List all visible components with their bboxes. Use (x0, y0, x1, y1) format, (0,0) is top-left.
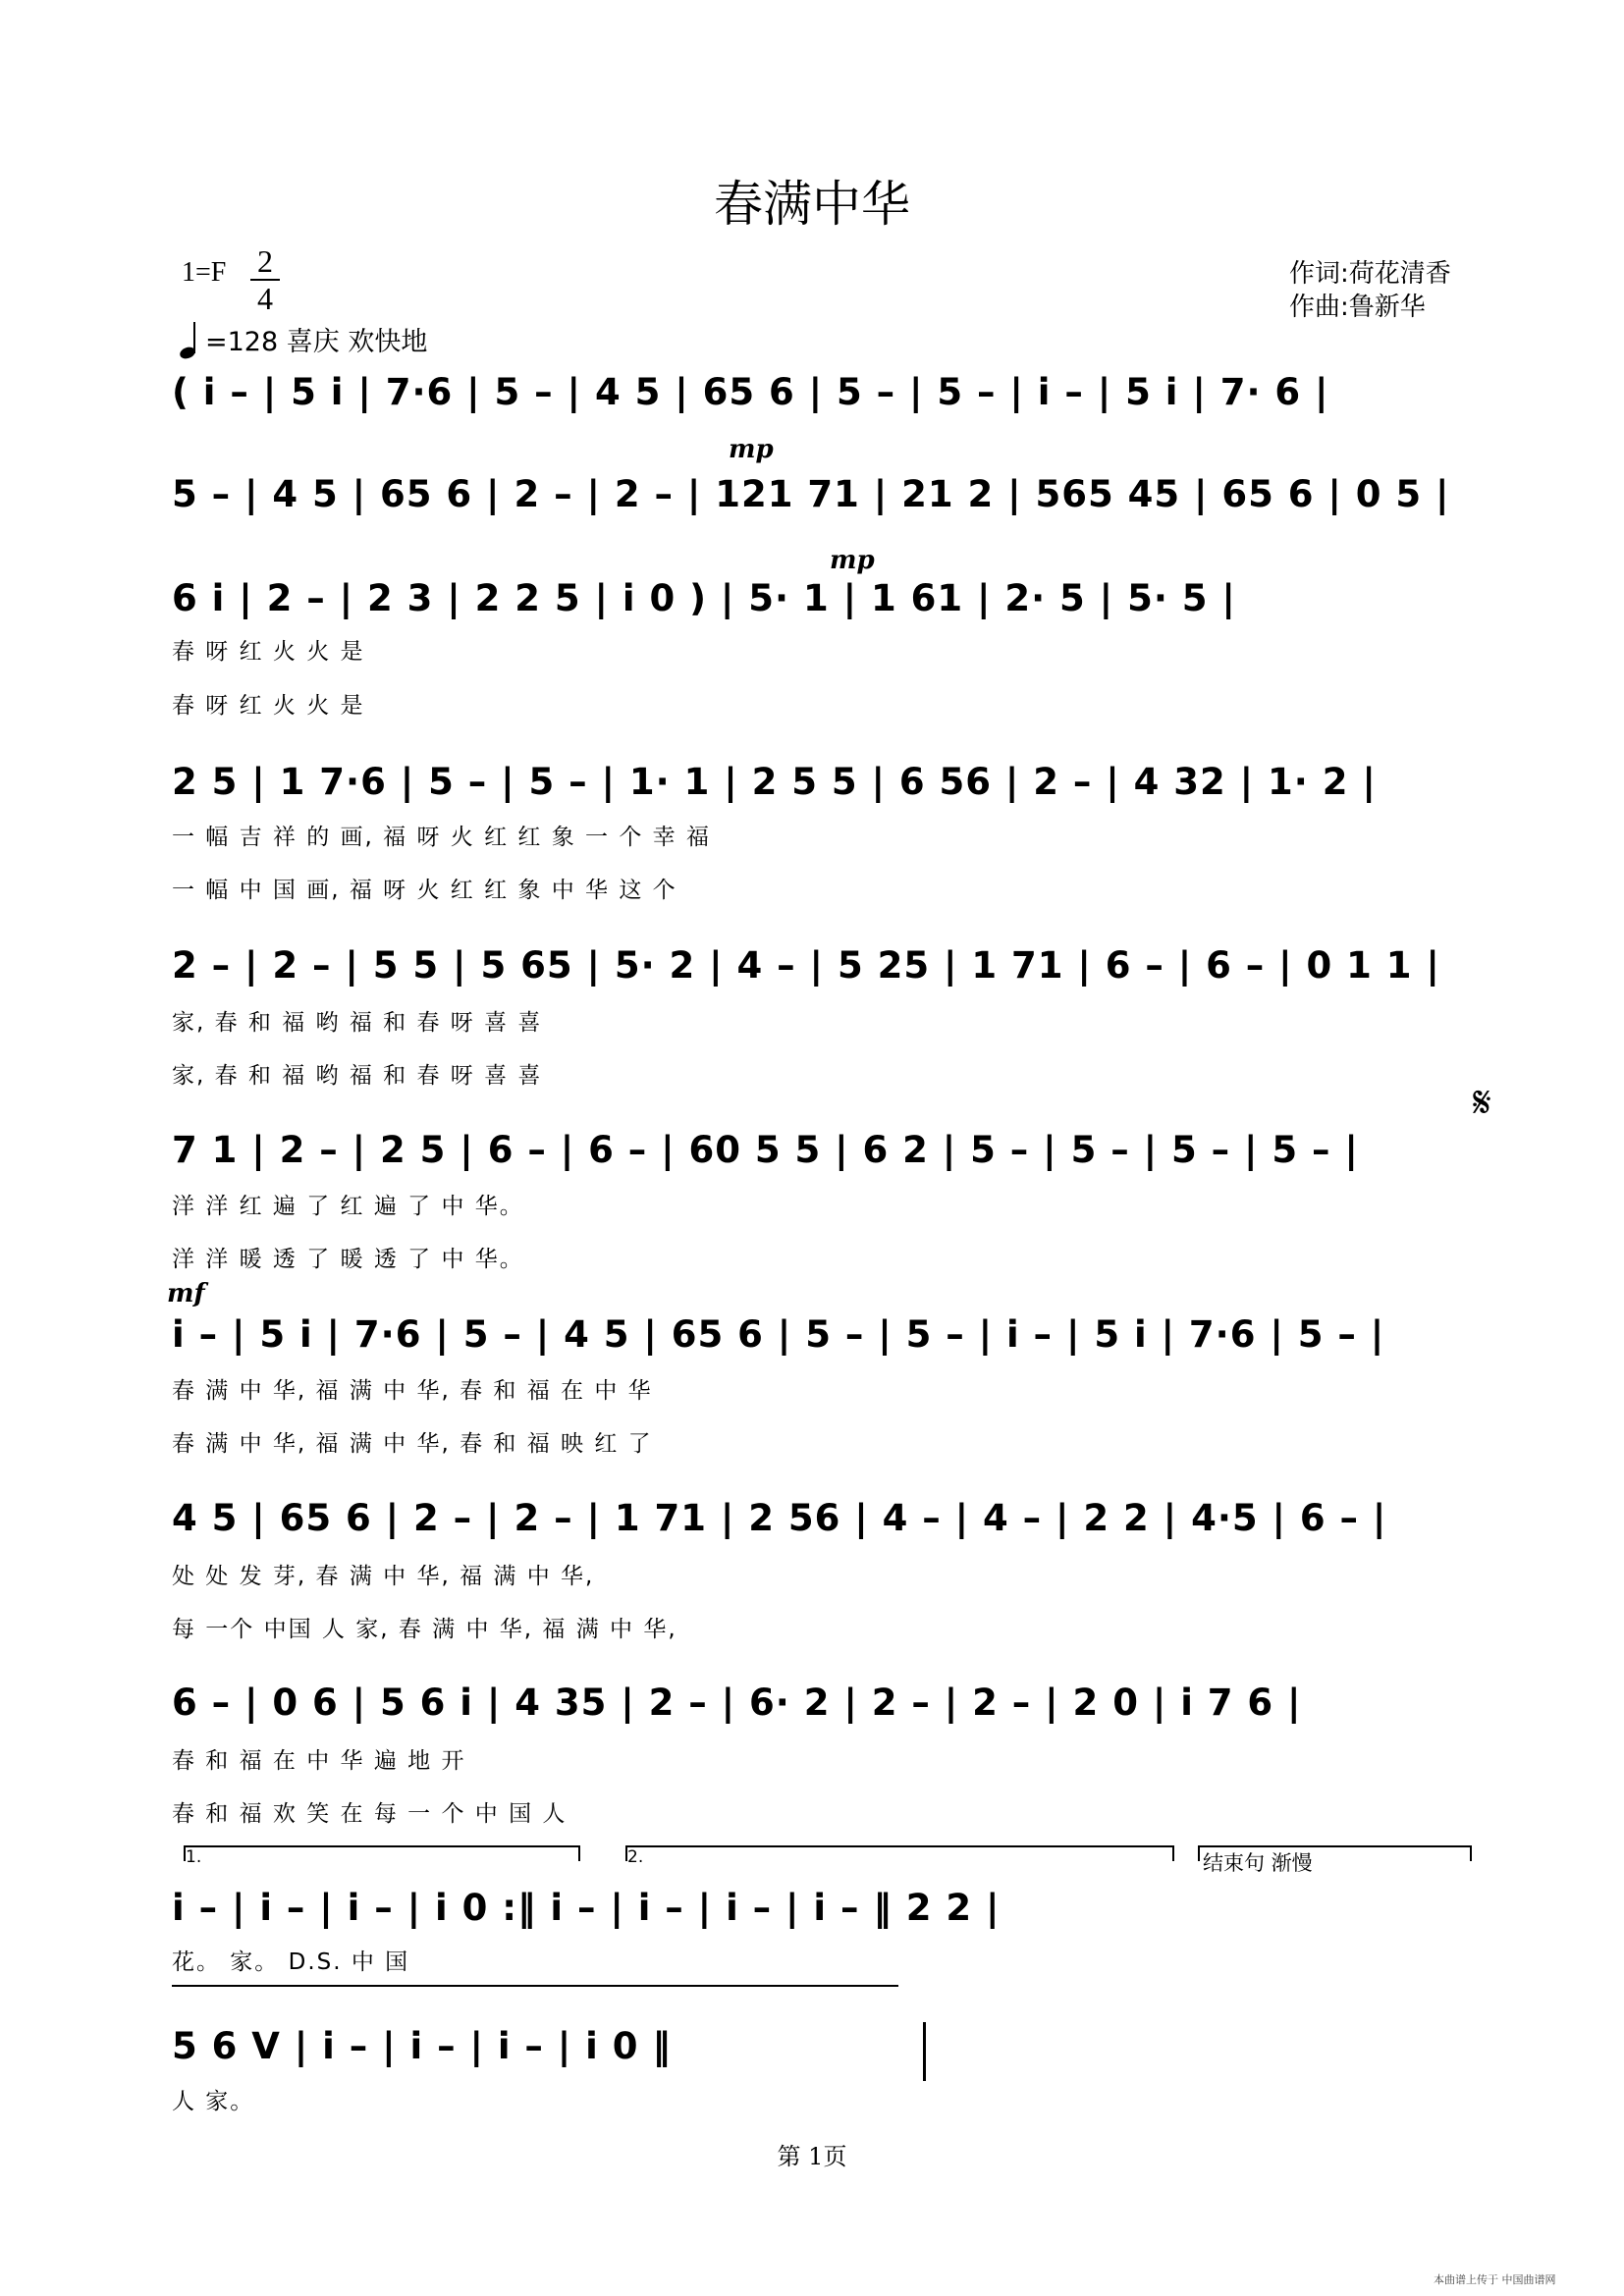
notation-system-10: i – | i – | i – | i 0 :‖ i – | i – | i – | i – ‖ 2 2 | (172, 1887, 1001, 1929)
notation-system-3: 6 i | 2 – | 2 3 | 2 2 5 | i 0 ) | 5· 1 | 1 61 | 2· 5 | 5· 5 | (172, 577, 1236, 619)
key-signature: 1=F (182, 257, 227, 288)
tempo-text: =128 喜庆 欢快地 (205, 326, 428, 357)
credits (1289, 257, 1451, 324)
time-signature-top: 2 (257, 243, 273, 279)
lyric-line: 春 和 福 在 中 华 遍 地 开 (172, 1748, 466, 1774)
notation-system-5: 2 – | 2 – | 5 5 | 5 65 | 5· 2 | 4 – | 5 25 | 1 71 | 6 – | 6 – | 0 1 1 | (172, 944, 1440, 987)
lyric-line: 每 一个 中国 人 家, 春 满 中 华, 福 满 中 华, (172, 1617, 677, 1642)
dynamic-mp: mp (830, 546, 875, 575)
notation-system-6: 7 1 | 2 – | 2 5 | 6 – | 6 – | 60 5 5 | 6 2 | 5 – | 5 – | 5 – | 5 – | (172, 1129, 1359, 1171)
lyric-line: 家, 春 和 福 哟 福 和 春 呀 喜 喜 (172, 1010, 543, 1036)
time-signature-bottom: 4 (250, 279, 280, 316)
notation-system-4: 2 5 | 1 7·6 | 5 – | 5 – | 1· 1 | 2 5 5 | 6 56 | 2 – | 4 32 | 1· 2 | (172, 761, 1377, 803)
lyric-line: 春 满 中 华, 福 满 中 华, 春 和 福 映 红 了 (172, 1431, 653, 1457)
lyric-line: 家, 春 和 福 哟 福 和 春 呀 喜 喜 (172, 1063, 543, 1089)
lyric-line: 春 呀 红 火 火 是 (172, 693, 365, 719)
final-barline (923, 2022, 926, 2081)
lyric-line: 春 和 福 欢 笑 在 每 一 个 中 国 人 (172, 1801, 568, 1827)
phrase-bracket (172, 1985, 898, 2001)
notation-system-1: ( i – | 5 i | 7·6 | 5 – | 4 5 | 65 6 | 5 – | 5 – | i – | 5 i | 7· 6 | (172, 371, 1329, 413)
segno-sign: 𝄋 (1473, 1078, 1491, 1128)
watermark: 本曲谱上传于 中国曲谱网 (1434, 2273, 1556, 2286)
page-number: 第 1页 (777, 2143, 847, 2170)
lyric-line: 洋 洋 暖 透 了 暖 透 了 中 华。 (172, 1247, 524, 1272)
first-ending-label: 1. (186, 1847, 202, 1867)
second-ending-bracket (625, 1845, 1174, 1867)
second-ending-label: 2. (627, 1847, 644, 1867)
first-ending-bracket (184, 1845, 580, 1867)
lyricist: 作词:荷花清香 (1289, 259, 1451, 289)
notation-system-11: 5 6 V | i – | i – | i – | i 0 ‖ (172, 2025, 672, 2067)
lyric-line: 花。 家。 D.S. 中 国 (172, 1949, 410, 1975)
lyric-line: 人 家。 (172, 2089, 255, 2114)
lyric-line: 处 处 发 芽, 春 满 中 华, 福 满 中 华, (172, 1564, 595, 1589)
time-signature (250, 243, 280, 316)
notation-system-8: 4 5 | 65 6 | 2 – | 2 – | 1 71 | 2 56 | 4 – | 4 – | 2 2 | 4·5 | 6 – | (172, 1497, 1387, 1539)
notation-system-9: 6 – | 0 6 | 5 6 i | 4 35 | 2 – | 6· 2 | 2 – | 2 – | 2 0 | i 7 6 | (172, 1682, 1302, 1724)
quarter-note-icon (180, 319, 201, 358)
notation-system-2: 5 – | 4 5 | 65 6 | 2 – | 2 – | 121 71 | 21 2 | 565 45 | 65 6 | 0 5 | (172, 473, 1450, 515)
tempo-marking (180, 319, 427, 358)
lyric-line: 春 满 中 华, 福 满 中 华, 春 和 福 在 中 华 (172, 1378, 653, 1404)
notation-system-7: i – | 5 i | 7·6 | 5 – | 4 5 | 65 6 | 5 – | 5 – | i – | 5 i | 7·6 | 5 – | (172, 1313, 1385, 1356)
lyric-line: 一 幅 吉 祥 的 画, 福 呀 火 红 红 象 一 个 幸 福 (172, 825, 711, 850)
lyric-line: 洋 洋 红 遍 了 红 遍 了 中 华。 (172, 1194, 524, 1219)
composer: 作曲:鲁新华 (1289, 293, 1426, 322)
ending-label: 结束句 渐慢 (1203, 1851, 1313, 1875)
lyric-line: 一 幅 中 国 画, 福 呀 火 红 红 象 中 华 这 个 (172, 878, 677, 903)
dynamic-mp: mp (729, 435, 774, 464)
lyric-line: 春 呀 红 火 火 是 (172, 639, 365, 665)
page-title: 春满中华 (714, 176, 910, 233)
dynamic-mf: mf (167, 1279, 205, 1308)
